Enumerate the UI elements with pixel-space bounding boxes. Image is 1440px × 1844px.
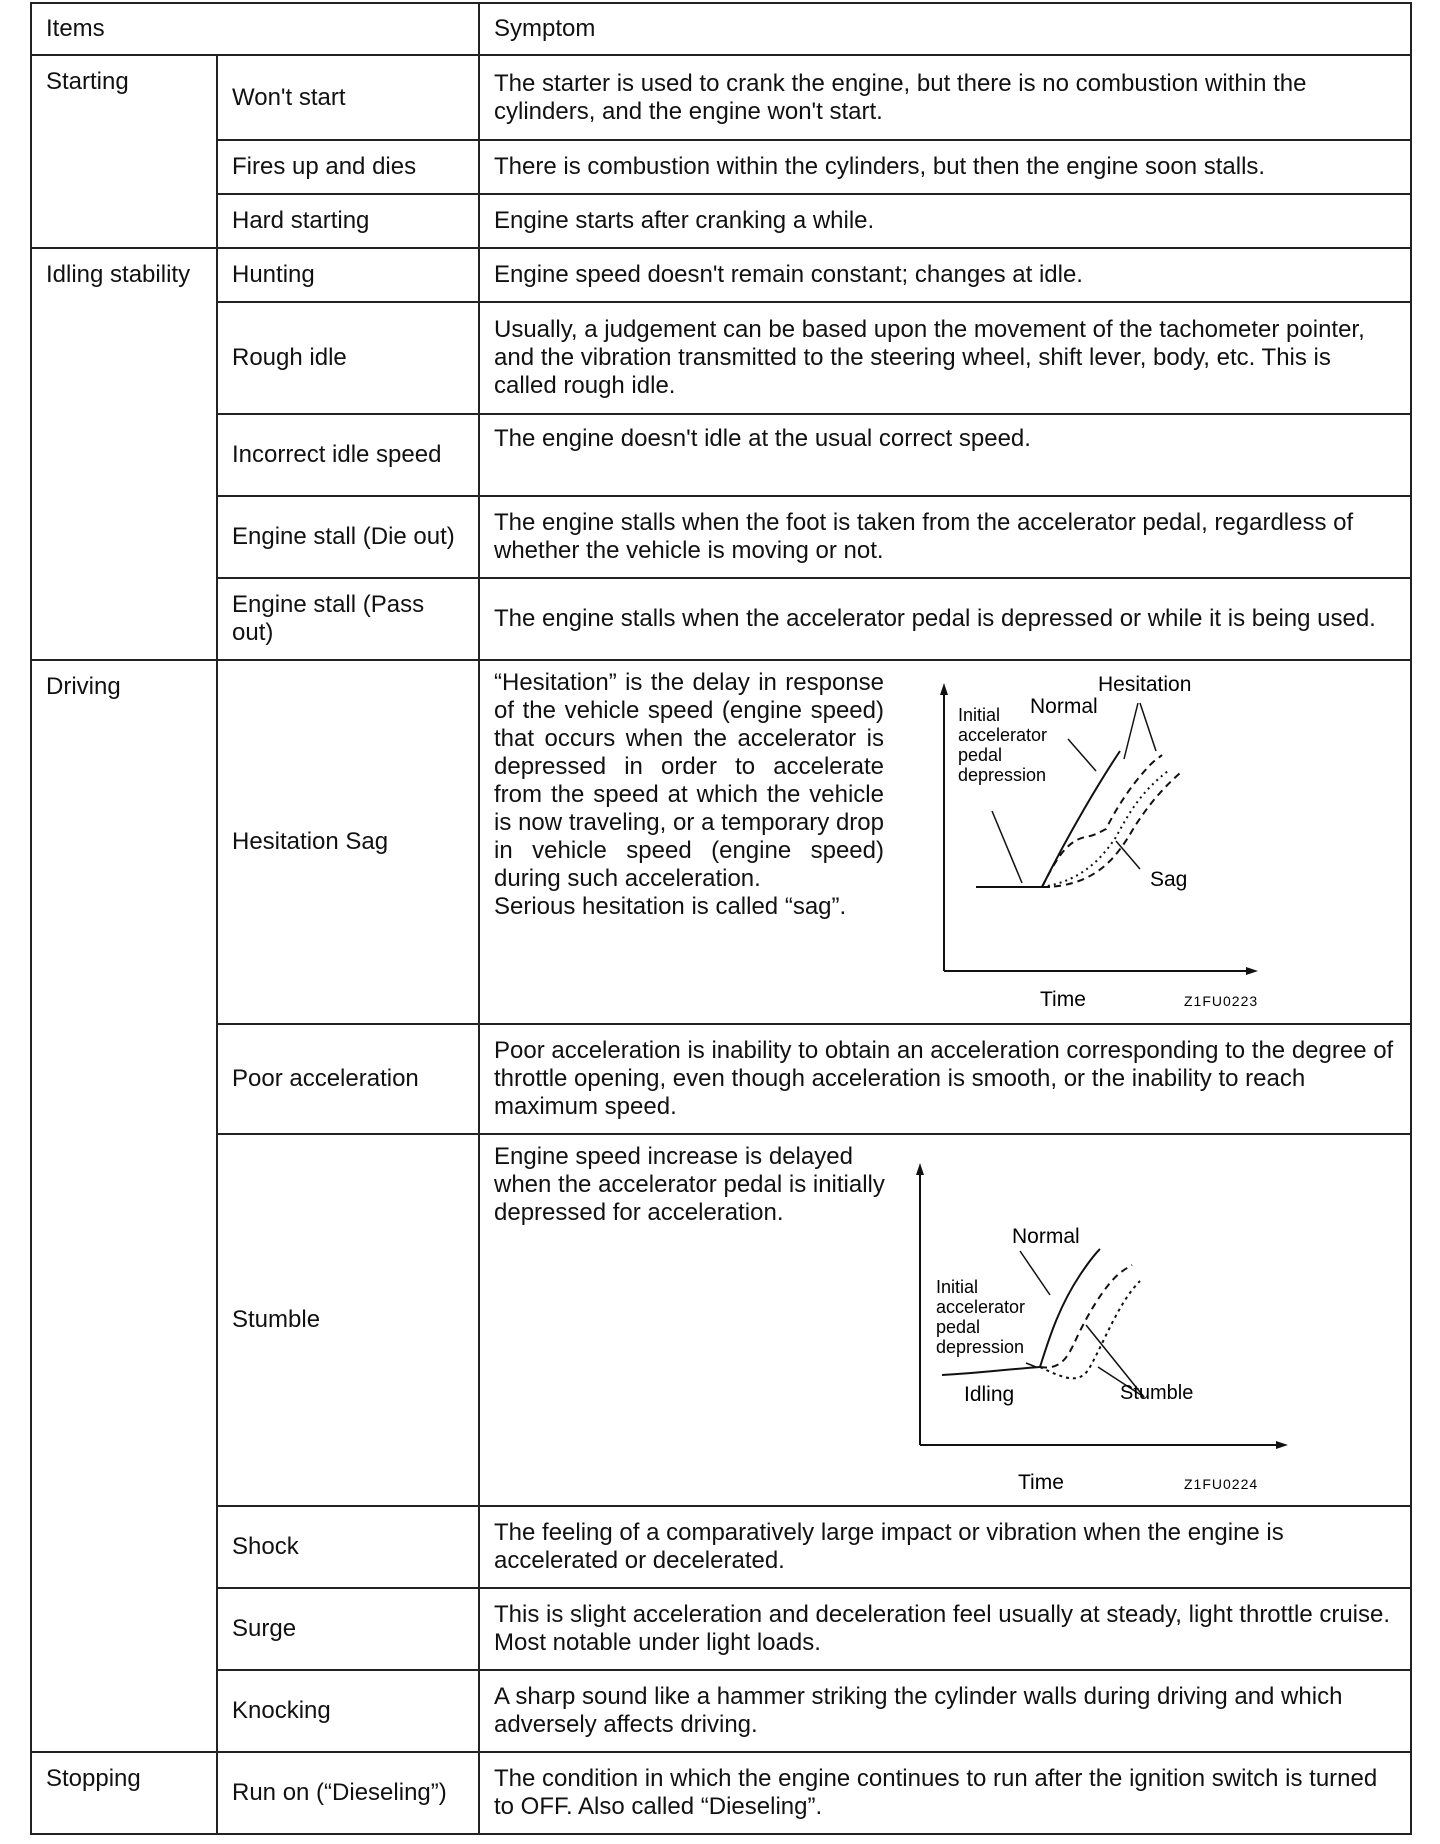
- y-axis-arrow: [916, 1163, 924, 1175]
- symptom-cell: The engine stalls when the accelerator pedal is depressed or while it is being used.: [479, 578, 1411, 660]
- item-cell: Surge: [217, 1588, 479, 1670]
- idling-line: [942, 1367, 1040, 1375]
- table-row: [31, 55, 1411, 140]
- item-cell: Engine stall (Pass out): [217, 578, 479, 660]
- label-initial-1: Initial: [936, 1277, 979, 1297]
- table-row: [31, 248, 1411, 302]
- table-row: [31, 496, 1411, 578]
- stumble-graph: [900, 1135, 1410, 1505]
- label-normal: Normal: [1012, 1225, 1080, 1248]
- hesitation-extra: Serious hesitation is called “sag”.: [494, 893, 847, 920]
- figure-code: Z1FU0223: [1184, 993, 1259, 1009]
- symptom-cell: Poor acceleration is inability to obtain an acceleration corresponding to the degree of throttle opening, even though acceleration is smooth, or the inability to reach maximum speed.: [479, 1024, 1411, 1134]
- initial-leader: [992, 811, 1022, 883]
- table-row: [31, 660, 1411, 1024]
- item-cell: Incorrect idle speed: [217, 414, 479, 496]
- symptom-cell-hesitation: [479, 660, 1411, 1024]
- label-normal: Normal: [1030, 695, 1098, 718]
- sag-leader: [1116, 841, 1140, 869]
- symptom-cell: The engine doesn't idle at the usual correct speed.: [479, 414, 1411, 496]
- table-row: [31, 578, 1411, 660]
- header-symptom: Symptom: [479, 3, 1411, 55]
- hesitation-description: [494, 669, 884, 921]
- item-cell: Poor acceleration: [217, 1024, 479, 1134]
- symptom-cell: The feeling of a comparatively large impact or vibration when the engine is accelerated or decelerated.: [479, 1506, 1411, 1588]
- table-row: [31, 1670, 1411, 1752]
- label-initial-2: accelerator: [958, 725, 1048, 745]
- symptom-cell: This is slight acceleration and deceleration feel usually at steady, light throttle cruise. Most notable under light loads.: [479, 1588, 1411, 1670]
- label-sag: Sag: [1150, 868, 1188, 891]
- x-axis-arrow: [1276, 1441, 1288, 1449]
- hesitation-leader-1: [1124, 703, 1138, 759]
- hesitation-sag-graph: [920, 661, 1410, 1021]
- stumble-extra: depressed for acceleration.: [494, 1199, 784, 1226]
- label-hesitation: Hesitation: [1098, 673, 1192, 696]
- item-cell: Engine stall (Die out): [217, 496, 479, 578]
- item-cell: [217, 660, 479, 1024]
- table-row: [31, 1752, 1411, 1834]
- figure-code: Z1FU0224: [1184, 1476, 1259, 1492]
- category-starting: Starting: [31, 55, 217, 248]
- y-axis-arrow: [940, 683, 948, 695]
- item-cell: Fires up and dies: [217, 140, 479, 194]
- item-cell: Rough idle: [217, 302, 479, 414]
- category-driving: Driving: [31, 660, 217, 1752]
- label-initial-3: pedal: [936, 1317, 981, 1337]
- item-cell: Hard starting: [217, 194, 479, 248]
- stumble-curve-1: [1040, 1265, 1132, 1368]
- item-hesitation-sag: Hesitation Sag: [232, 828, 389, 855]
- label-initial-3: pedal: [958, 745, 1003, 765]
- stumble-description: [494, 1143, 904, 1227]
- symptom-cell: The condition in which the engine continues to run after the ignition switch is turned to OFF. Also called “Dieseling”.: [479, 1752, 1411, 1834]
- category-stopping: Stopping: [31, 1752, 217, 1834]
- symptom-cell: The engine stalls when the foot is taken from the accelerator pedal, regardless of whether the vehicle is moving or not.: [479, 496, 1411, 578]
- symptom-cell: Engine starts after cranking a while.: [479, 194, 1411, 248]
- symptom-cell: Usually, a judgement can be based upon the movement of the tachometer pointer, and the vibration transmitted to the steering wheel, shift lever, body, etc. This is called rough idle.: [479, 302, 1411, 414]
- table-row: [31, 1024, 1411, 1134]
- item-cell: Stumble: [217, 1134, 479, 1506]
- label-stumble: Stumble: [1120, 1382, 1194, 1404]
- item-cell: Run on (“Dieseling”): [217, 1752, 479, 1834]
- label-initial-1: Initial: [958, 705, 1001, 725]
- x-axis-arrow: [1246, 967, 1258, 975]
- symptom-cell: Engine speed doesn't remain constant; changes at idle.: [479, 248, 1411, 302]
- table-row: [31, 194, 1411, 248]
- hesitation-leader-2: [1140, 703, 1156, 751]
- xlabel: Time: [1040, 988, 1086, 1011]
- item-cell: Hunting: [217, 248, 479, 302]
- normal-leader: [1020, 1251, 1050, 1295]
- xlabel: Time: [1018, 1471, 1064, 1494]
- table-row: [31, 1134, 1411, 1506]
- table-row: [31, 302, 1411, 414]
- table-header-row: [31, 3, 1411, 55]
- initial-leader: [1026, 1363, 1036, 1367]
- table-row: [31, 414, 1411, 496]
- symptom-cell: There is combustion within the cylinders, but then the engine soon stalls.: [479, 140, 1411, 194]
- item-cell: Won't start: [217, 55, 479, 140]
- normal-curve: [1040, 1249, 1100, 1367]
- label-initial-2: accelerator: [936, 1297, 1026, 1317]
- symptom-cell-stumble: [479, 1134, 1411, 1506]
- item-cell: Shock: [217, 1506, 479, 1588]
- ylabel-1: [900, 1265, 901, 1290]
- table-row: [31, 1588, 1411, 1670]
- label-idling: Idling: [964, 1383, 1015, 1406]
- symptom-cell: The starter is used to crank the engine, but there is no combustion within the cylinders, and the engine won't start.: [479, 55, 1411, 140]
- category-idling: Idling stability: [31, 248, 217, 660]
- hesitation-text: “Hesitation” is the delay in response of the vehicle speed (engine speed) that occurs when the accelerator is depressed in order to accelerate from the speed at which the vehicle is now traveling, or a temporary drop in vehicle speed (engine speed) during such acceleration.: [494, 669, 884, 892]
- label-initial-4: depression: [936, 1337, 1025, 1357]
- table-row: [31, 1506, 1411, 1588]
- header-items: Items: [31, 3, 479, 55]
- label-initial-4: depression: [958, 765, 1047, 785]
- table-row: [31, 140, 1411, 194]
- stumble-text: Engine speed increase is delayed when the accelerator pedal is initially: [494, 1143, 885, 1198]
- symptom-table: [30, 2, 1412, 1835]
- normal-leader: [1068, 739, 1096, 771]
- item-cell: Knocking: [217, 1670, 479, 1752]
- symptom-cell: A sharp sound like a hammer striking the cylinder walls during driving and which adversely affects driving.: [479, 1670, 1411, 1752]
